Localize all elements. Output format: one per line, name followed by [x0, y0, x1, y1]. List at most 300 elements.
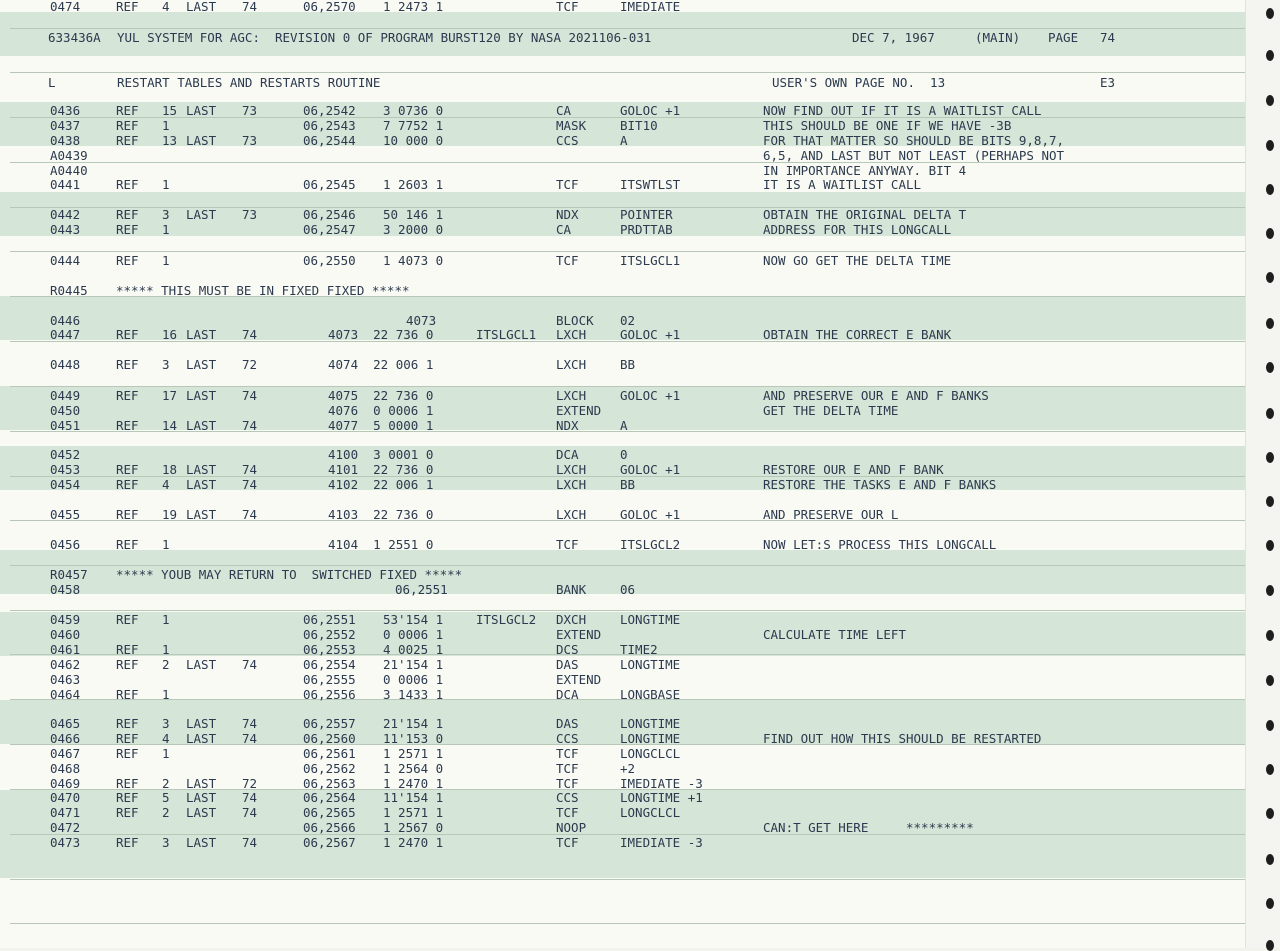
symbol-label: ITSLGCL1	[476, 327, 537, 342]
ref-keyword: REF	[116, 0, 139, 14]
opcode: TCF	[556, 761, 579, 776]
opcode: CA	[556, 222, 572, 237]
comment: CALCULATE TIME LEFT	[763, 627, 906, 642]
object-code: 4073 22 736 0	[328, 327, 434, 342]
opcode: NOOP	[556, 820, 587, 835]
symbol-label: ITSLGCL2	[476, 612, 537, 627]
object-code: 1 2564 0	[383, 761, 444, 776]
object-code: 4074 22 006 1	[328, 357, 434, 372]
operand: IMEDIATE -3	[620, 776, 703, 791]
object-code: 4102 22 006 1	[328, 477, 434, 492]
line-sequence: 0437	[50, 118, 81, 133]
line-sequence: A0440	[50, 163, 88, 178]
operand: LONGTIME +1	[620, 790, 703, 805]
last-page: 74	[242, 657, 258, 672]
feed-hole	[1266, 228, 1274, 239]
object-code: 0 0006 1	[383, 672, 444, 687]
ruled-line	[10, 28, 1245, 29]
last-page: 72	[242, 357, 258, 372]
opcode: LXCH	[556, 462, 587, 477]
last-page: 74	[242, 0, 258, 14]
ref-keyword: REF	[116, 642, 139, 657]
object-code: 1 2470 1	[383, 835, 444, 850]
last-page: 72	[242, 776, 258, 791]
last-page: 74	[242, 790, 258, 805]
address: 06,2542	[303, 103, 356, 118]
address: 06,2546	[303, 207, 356, 222]
operand: LONGTIME	[620, 716, 681, 731]
ref-keyword: REF	[116, 177, 139, 192]
page-number: 74	[1100, 30, 1116, 45]
line-sequence: 0469	[50, 776, 81, 791]
opcode: DXCH	[556, 612, 587, 627]
feed-hole	[1266, 362, 1274, 373]
feed-hole	[1266, 808, 1274, 819]
address: 06,2551	[303, 612, 356, 627]
object-code: 11'154 1	[383, 790, 444, 805]
ref-count: 1	[162, 746, 170, 761]
opcode: DAS	[556, 657, 579, 672]
operand: TIME2	[620, 642, 658, 657]
object-code: 11'153 0	[383, 731, 444, 746]
feed-hole	[1266, 184, 1274, 195]
operand: A	[620, 418, 628, 433]
ref-keyword: REF	[116, 462, 139, 477]
object-code: 1 4073 0	[383, 253, 444, 268]
last-keyword: LAST	[186, 507, 217, 522]
line-sequence: 0456	[50, 537, 81, 552]
line-sequence: 0468	[50, 761, 81, 776]
operand: BIT10	[620, 118, 658, 133]
opcode: LXCH	[556, 477, 587, 492]
address: 06,2557	[303, 716, 356, 731]
ref-keyword: REF	[116, 222, 139, 237]
address: 06,2543	[303, 118, 356, 133]
ref-count: 3	[162, 835, 170, 850]
line-sequence: 0451	[50, 418, 81, 433]
ref-count: 14	[162, 418, 178, 433]
address: 06,2567	[303, 835, 356, 850]
line-sequence: 0452	[50, 447, 81, 462]
ref-keyword: REF	[116, 731, 139, 746]
line-sequence: 0444	[50, 253, 81, 268]
address: 06,2564	[303, 790, 356, 805]
ref-count: 19	[162, 507, 178, 522]
address: 06,2556	[303, 687, 356, 702]
last-keyword: LAST	[186, 133, 217, 148]
ref-count: 5	[162, 790, 170, 805]
address: 06,2566	[303, 820, 356, 835]
operand: LONGTIME	[620, 731, 681, 746]
ref-count: 16	[162, 327, 178, 342]
last-keyword: LAST	[186, 657, 217, 672]
object-code: 1 2473 1	[383, 0, 444, 14]
last-keyword: LAST	[186, 731, 217, 746]
ref-count: 1	[162, 177, 170, 192]
ref-count: 17	[162, 388, 178, 403]
revision-text: REVISION 0 OF PROGRAM BURST120 BY NASA 2021106-031	[275, 30, 652, 45]
address: 06,2547	[303, 222, 356, 237]
feed-hole	[1266, 675, 1274, 686]
ref-keyword: REF	[116, 357, 139, 372]
ref-keyword: REF	[116, 327, 139, 342]
address: 06,2554	[303, 657, 356, 672]
operand: ITSWTLST	[620, 177, 681, 192]
line-sequence: R0445	[50, 283, 88, 298]
last-page: 74	[242, 507, 258, 522]
opcode: DCA	[556, 687, 579, 702]
address: 06,2545	[303, 177, 356, 192]
users-page-number: USER'S OWN PAGE NO. 13	[772, 75, 946, 90]
ref-keyword: REF	[116, 418, 139, 433]
ref-keyword: REF	[116, 790, 139, 805]
comment: FIND OUT HOW THIS SHOULD BE RESTARTED	[763, 731, 1042, 746]
line-sequence: 0461	[50, 642, 81, 657]
operand: 02	[620, 313, 636, 328]
ref-count: 3	[162, 357, 170, 372]
address: 06,2553	[303, 642, 356, 657]
ref-keyword: REF	[116, 835, 139, 850]
feed-hole	[1266, 540, 1274, 551]
ref-keyword: REF	[116, 687, 139, 702]
ruled-line	[10, 610, 1245, 611]
opcode: DCS	[556, 642, 579, 657]
last-keyword: LAST	[186, 835, 217, 850]
last-keyword: LAST	[186, 357, 217, 372]
opcode: TCF	[556, 746, 579, 761]
line-sequence: 0471	[50, 805, 81, 820]
feed-hole	[1266, 720, 1274, 731]
address: 06,2550	[303, 253, 356, 268]
ref-count: 1	[162, 612, 170, 627]
opcode: EXTEND	[556, 627, 602, 642]
remark-line: ***** YOUB MAY RETURN TO SWITCHED FIXED *****	[116, 567, 463, 582]
opcode: EXTEND	[556, 403, 602, 418]
ref-keyword: REF	[116, 612, 139, 627]
tractor-feed-strip	[1245, 0, 1280, 948]
line-sequence: 0443	[50, 222, 81, 237]
feed-hole	[1266, 140, 1274, 151]
feed-hole	[1266, 452, 1274, 463]
comment: NOW LET:S PROCESS THIS LONGCALL	[763, 537, 997, 552]
feed-hole	[1266, 630, 1274, 641]
comment: FOR THAT MATTER SO SHOULD BE BITS 9,8,7,	[763, 133, 1065, 148]
feed-hole	[1266, 764, 1274, 775]
opcode: BLOCK	[556, 313, 594, 328]
opcode: DCA	[556, 447, 579, 462]
operand: LONGBASE	[620, 687, 681, 702]
last-keyword: LAST	[186, 477, 217, 492]
line-sequence: 0450	[50, 403, 81, 418]
object-code: 4077 5 0000 1	[328, 418, 434, 433]
ref-keyword: REF	[116, 657, 139, 672]
ruled-line	[10, 565, 1245, 566]
object-code: 1 2567 0	[383, 820, 444, 835]
ref-keyword: REF	[116, 746, 139, 761]
listing-ident: 633436A	[48, 30, 101, 45]
operand: IMEDIATE	[620, 0, 681, 14]
opcode: LXCH	[556, 507, 587, 522]
log-section-title: RESTART TABLES AND RESTARTS ROUTINE	[117, 75, 381, 90]
ruled-line	[10, 386, 1245, 387]
line-sequence: 0436	[50, 103, 81, 118]
address: 06,2570	[303, 0, 356, 14]
comment: OBTAIN THE ORIGINAL DELTA T	[763, 207, 967, 222]
opcode: LXCH	[556, 388, 587, 403]
remark-line: ***** THIS MUST BE IN FIXED FIXED *****	[116, 283, 410, 298]
last-page: 74	[242, 805, 258, 820]
feed-hole	[1266, 50, 1274, 61]
opcode: TCF	[556, 0, 579, 14]
object-code: 4101 22 736 0	[328, 462, 434, 477]
ref-count: 4	[162, 0, 170, 14]
line-sequence: 0460	[50, 627, 81, 642]
ref-count: 1	[162, 253, 170, 268]
opcode: LXCH	[556, 327, 587, 342]
object-code: 21'154 1	[383, 716, 444, 731]
ref-count: 13	[162, 133, 178, 148]
ref-count: 2	[162, 776, 170, 791]
feed-hole	[1266, 940, 1274, 951]
line-sequence: 0446	[50, 313, 81, 328]
line-sequence: 0465	[50, 716, 81, 731]
address: 06,2561	[303, 746, 356, 761]
ref-count: 2	[162, 657, 170, 672]
line-sequence: 0458	[50, 582, 81, 597]
comment: NOW GO GET THE DELTA TIME	[763, 253, 952, 268]
last-page: 73	[242, 133, 258, 148]
listing-section: (MAIN)	[975, 30, 1021, 45]
line-sequence: A0439	[50, 148, 88, 163]
ref-count: 1	[162, 537, 170, 552]
object-code: 1 2571 1	[383, 746, 444, 761]
line-sequence: R0457	[50, 567, 88, 582]
page-code: E3	[1100, 75, 1116, 90]
ref-count: 2	[162, 805, 170, 820]
operand: GOLOC +1	[620, 388, 681, 403]
line-sequence: 0473	[50, 835, 81, 850]
ruled-line	[10, 923, 1245, 924]
address: 06,2565	[303, 805, 356, 820]
feed-hole	[1266, 95, 1274, 106]
object-code: 1 2571 1	[383, 805, 444, 820]
object-code: 21'154 1	[383, 657, 444, 672]
ref-keyword: REF	[116, 507, 139, 522]
feed-hole	[1266, 272, 1274, 283]
opcode: MASK	[556, 118, 587, 133]
feed-hole	[1266, 496, 1274, 507]
comment: AND PRESERVE OUR E AND F BANKS	[763, 388, 989, 403]
line-sequence: 0454	[50, 477, 81, 492]
comment: CAN:T GET HERE *********	[763, 820, 974, 835]
line-sequence: 0467	[50, 746, 81, 761]
operand: GOLOC +1	[620, 507, 681, 522]
feed-hole	[1266, 898, 1274, 909]
last-page: 74	[242, 477, 258, 492]
listing-date: DEC 7, 1967	[852, 30, 935, 45]
object-code: 53'154 1	[383, 612, 444, 627]
last-keyword: LAST	[186, 207, 217, 222]
object-code: 7 7752 1	[383, 118, 444, 133]
address: 06,2560	[303, 731, 356, 746]
opcode: DAS	[556, 716, 579, 731]
comment: 6,5, AND LAST BUT NOT LEAST (PERHAPS NOT	[763, 148, 1065, 163]
line-sequence: 0442	[50, 207, 81, 222]
comment: THIS SHOULD BE ONE IF WE HAVE -3B	[763, 118, 1012, 133]
ruled-line	[10, 72, 1245, 73]
feed-hole	[1266, 318, 1274, 329]
operand: LONGCLCL	[620, 805, 681, 820]
opcode: EXTEND	[556, 672, 602, 687]
opcode: TCF	[556, 537, 579, 552]
opcode: CCS	[556, 133, 579, 148]
page-label: PAGE	[1048, 30, 1079, 45]
last-page: 74	[242, 716, 258, 731]
object-code: 4 0025 1	[383, 642, 444, 657]
last-keyword: LAST	[186, 388, 217, 403]
operand: LONGTIME	[620, 612, 681, 627]
ref-count: 15	[162, 103, 178, 118]
operand: ITSLGCL2	[620, 537, 681, 552]
comment: NOW FIND OUT IF IT IS A WAITLIST CALL	[763, 103, 1042, 118]
opcode: NDX	[556, 207, 579, 222]
ref-count: 4	[162, 731, 170, 746]
line-sequence: 0448	[50, 357, 81, 372]
opcode: TCF	[556, 805, 579, 820]
comment: RESTORE THE TASKS E AND F BANKS	[763, 477, 997, 492]
last-page: 74	[242, 462, 258, 477]
feed-hole	[1266, 854, 1274, 865]
object-code: 06,2551	[395, 582, 448, 597]
address: 06,2555	[303, 672, 356, 687]
last-page: 74	[242, 327, 258, 342]
comment: RESTORE OUR E AND F BANK	[763, 462, 944, 477]
ref-count: 1	[162, 222, 170, 237]
operand: BB	[620, 357, 636, 372]
ref-keyword: REF	[116, 133, 139, 148]
last-page: 73	[242, 207, 258, 222]
operand: A	[620, 133, 628, 148]
object-code: 4076 0 0006 1	[328, 403, 434, 418]
operand: GOLOC +1	[620, 462, 681, 477]
object-code: 10 000 0	[383, 133, 444, 148]
ref-keyword: REF	[116, 477, 139, 492]
operand: GOLOC +1	[620, 327, 681, 342]
ref-count: 3	[162, 716, 170, 731]
object-code: 1 2470 1	[383, 776, 444, 791]
operand: ITSLGCL1	[620, 253, 681, 268]
opcode: TCF	[556, 253, 579, 268]
address: 06,2562	[303, 761, 356, 776]
line-sequence: 0472	[50, 820, 81, 835]
last-keyword: LAST	[186, 462, 217, 477]
last-page: 74	[242, 731, 258, 746]
ref-count: 1	[162, 642, 170, 657]
comment: IN IMPORTANCE ANYWAY. BIT 4	[763, 163, 967, 178]
object-code: 0 0006 1	[383, 627, 444, 642]
line-sequence: 0464	[50, 687, 81, 702]
line-sequence: 0453	[50, 462, 81, 477]
opcode: TCF	[556, 835, 579, 850]
log-section-letter: L	[48, 75, 56, 90]
line-sequence: 0449	[50, 388, 81, 403]
ref-keyword: REF	[116, 805, 139, 820]
object-code: 50 146 1	[383, 207, 444, 222]
last-keyword: LAST	[186, 0, 217, 14]
address: 06,2544	[303, 133, 356, 148]
opcode: CCS	[556, 731, 579, 746]
operand: LONGTIME	[620, 657, 681, 672]
operand: IMEDIATE -3	[620, 835, 703, 850]
ref-count: 1	[162, 687, 170, 702]
last-page: 73	[242, 103, 258, 118]
opcode: CCS	[556, 790, 579, 805]
object-code: 4075 22 736 0	[328, 388, 434, 403]
opcode: NDX	[556, 418, 579, 433]
ref-keyword: REF	[116, 253, 139, 268]
ref-count: 4	[162, 477, 170, 492]
operand: BB	[620, 477, 636, 492]
last-keyword: LAST	[186, 103, 217, 118]
line-sequence: 0441	[50, 177, 81, 192]
last-keyword: LAST	[186, 776, 217, 791]
line-sequence: 0438	[50, 133, 81, 148]
feed-hole	[1266, 408, 1274, 419]
object-code: 4103 22 736 0	[328, 507, 434, 522]
object-code: 3 2000 0	[383, 222, 444, 237]
line-sequence: 0459	[50, 612, 81, 627]
last-keyword: LAST	[186, 716, 217, 731]
last-keyword: LAST	[186, 805, 217, 820]
feed-hole	[1266, 585, 1274, 596]
opcode: LXCH	[556, 357, 587, 372]
comment: IT IS A WAITLIST CALL	[763, 177, 922, 192]
line-sequence: 0470	[50, 790, 81, 805]
ref-count: 3	[162, 207, 170, 222]
opcode: TCF	[556, 177, 579, 192]
address: 06,2563	[303, 776, 356, 791]
line-sequence: 0462	[50, 657, 81, 672]
ref-keyword: REF	[116, 776, 139, 791]
opcode: TCF	[556, 776, 579, 791]
object-code: 1 2603 1	[383, 177, 444, 192]
ref-keyword: REF	[116, 537, 139, 552]
feed-hole	[1266, 8, 1274, 19]
comment: GET THE DELTA TIME	[763, 403, 899, 418]
last-page: 74	[242, 388, 258, 403]
opcode: BANK	[556, 582, 587, 597]
object-code: 4073	[406, 313, 437, 328]
ref-keyword: REF	[116, 207, 139, 222]
ruled-line	[10, 251, 1245, 252]
last-keyword: LAST	[186, 790, 217, 805]
line-sequence: 0455	[50, 507, 81, 522]
object-code: 4100 3 0001 0	[328, 447, 434, 462]
opcode: CA	[556, 103, 572, 118]
operand: GOLOC +1	[620, 103, 681, 118]
object-code: 4104 1 2551 0	[328, 537, 434, 552]
operand: POINTER	[620, 207, 673, 222]
ref-keyword: REF	[116, 118, 139, 133]
last-keyword: LAST	[186, 327, 217, 342]
comment: ADDRESS FOR THIS LONGCALL	[763, 222, 952, 237]
operand: PRDTTAB	[620, 222, 673, 237]
operand: +2	[620, 761, 636, 776]
ref-keyword: REF	[116, 103, 139, 118]
line-sequence: 0447	[50, 327, 81, 342]
ref-keyword: REF	[116, 716, 139, 731]
operand: 0	[620, 447, 628, 462]
